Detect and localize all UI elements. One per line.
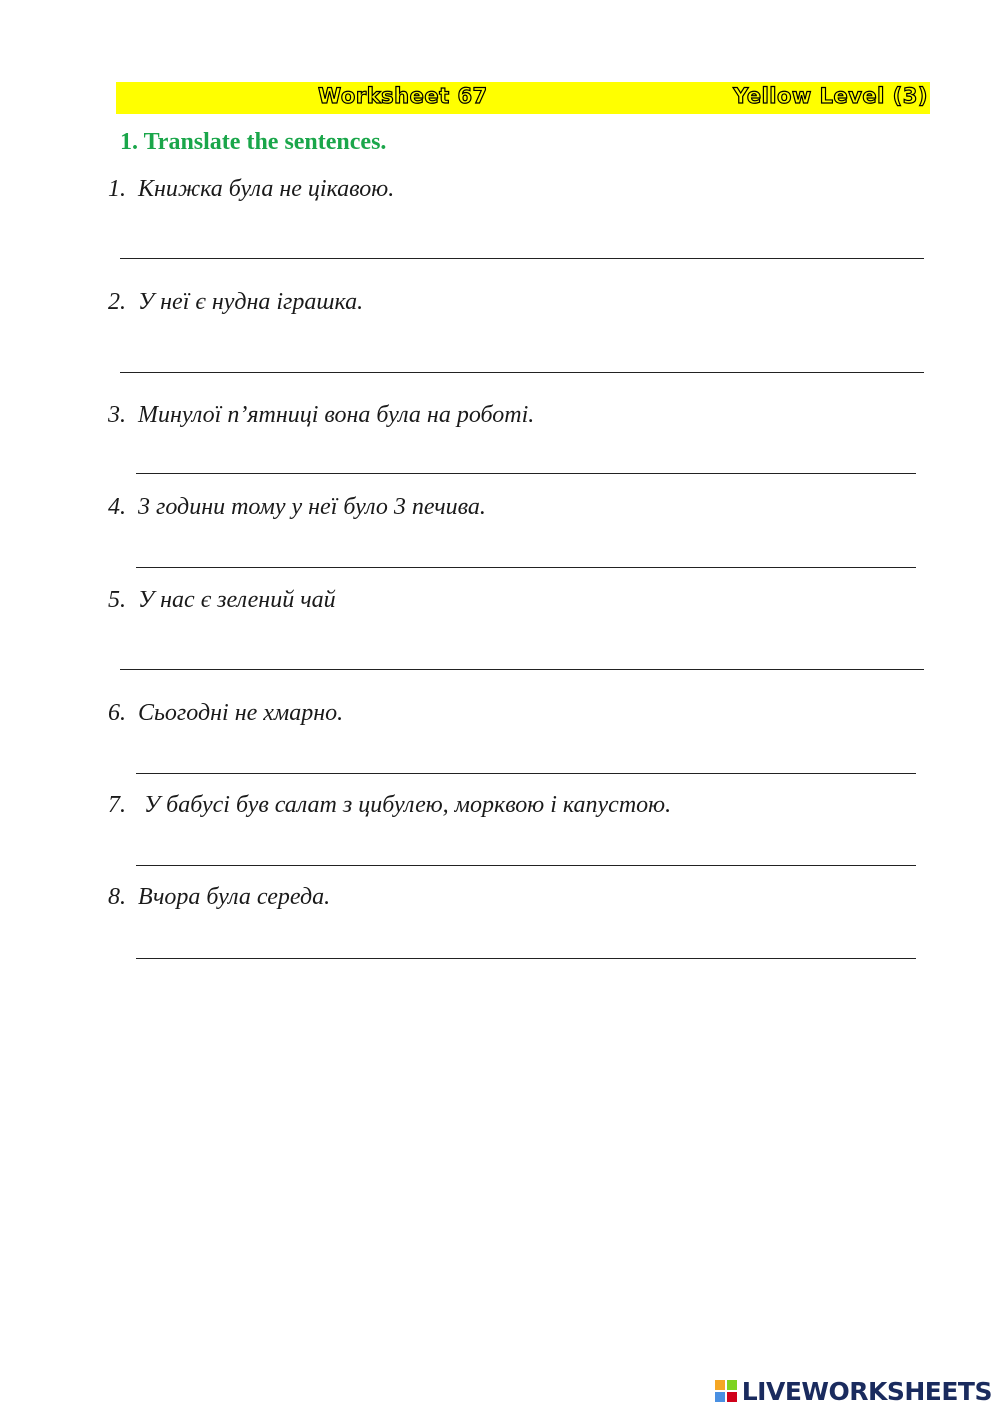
- sentence-2: [108, 289, 363, 316]
- task-title: 1. Translate the sentences.: [120, 129, 387, 155]
- answer-line-8[interactable]: [136, 958, 916, 959]
- worksheet-number: Worksheet 67: [318, 84, 488, 108]
- sentence-text: У нас є зелений чай: [138, 587, 336, 613]
- sentence-text: Сьогодні не хмарно.: [138, 700, 344, 726]
- liveworksheets-logo-icon: [714, 1379, 738, 1403]
- logo-text: LIVEWORKSHEETS: [741, 1376, 992, 1406]
- answer-line-6[interactable]: [136, 773, 916, 774]
- sentence-text: Минулої п’ятниці вона була на роботі.: [138, 402, 535, 428]
- sentence-number: 1.: [108, 176, 126, 202]
- sentence-number: 7.: [108, 792, 126, 818]
- sentence-number: 5.: [108, 587, 126, 613]
- sentence-number: 3.: [108, 402, 126, 428]
- sentence-6: [108, 700, 343, 727]
- sentence-number: 6.: [108, 700, 126, 726]
- sentence-8: [108, 884, 330, 911]
- sentence-5: [108, 587, 336, 614]
- sentence-number: 2.: [108, 289, 126, 315]
- sentence-7: [108, 792, 671, 819]
- sentence-4: [108, 494, 486, 521]
- answer-line-7[interactable]: [136, 865, 916, 866]
- answer-line-1[interactable]: [120, 258, 924, 259]
- level-label: Yellow Level (3): [733, 84, 928, 108]
- sentence-text: Вчора була середа.: [138, 884, 331, 910]
- sentence-3: [108, 402, 534, 429]
- liveworksheets-logo: [714, 1375, 992, 1407]
- sentence-text: Книжка була не цікавою.: [138, 176, 395, 202]
- sentence-text: У неї є нудна іграшка.: [138, 289, 364, 315]
- sentence-text: У бабусі був салат з цибулею, морквою і капустою.: [138, 792, 672, 818]
- answer-line-3[interactable]: [136, 473, 916, 474]
- answer-line-2[interactable]: [120, 372, 924, 373]
- sentence-1: [108, 176, 394, 203]
- sentence-number: 8.: [108, 884, 126, 910]
- sentence-text: 3 години тому у неї було 3 печива.: [138, 494, 486, 520]
- answer-line-4[interactable]: [136, 567, 916, 568]
- answer-line-5[interactable]: [120, 669, 924, 670]
- sentence-number: 4.: [108, 494, 126, 520]
